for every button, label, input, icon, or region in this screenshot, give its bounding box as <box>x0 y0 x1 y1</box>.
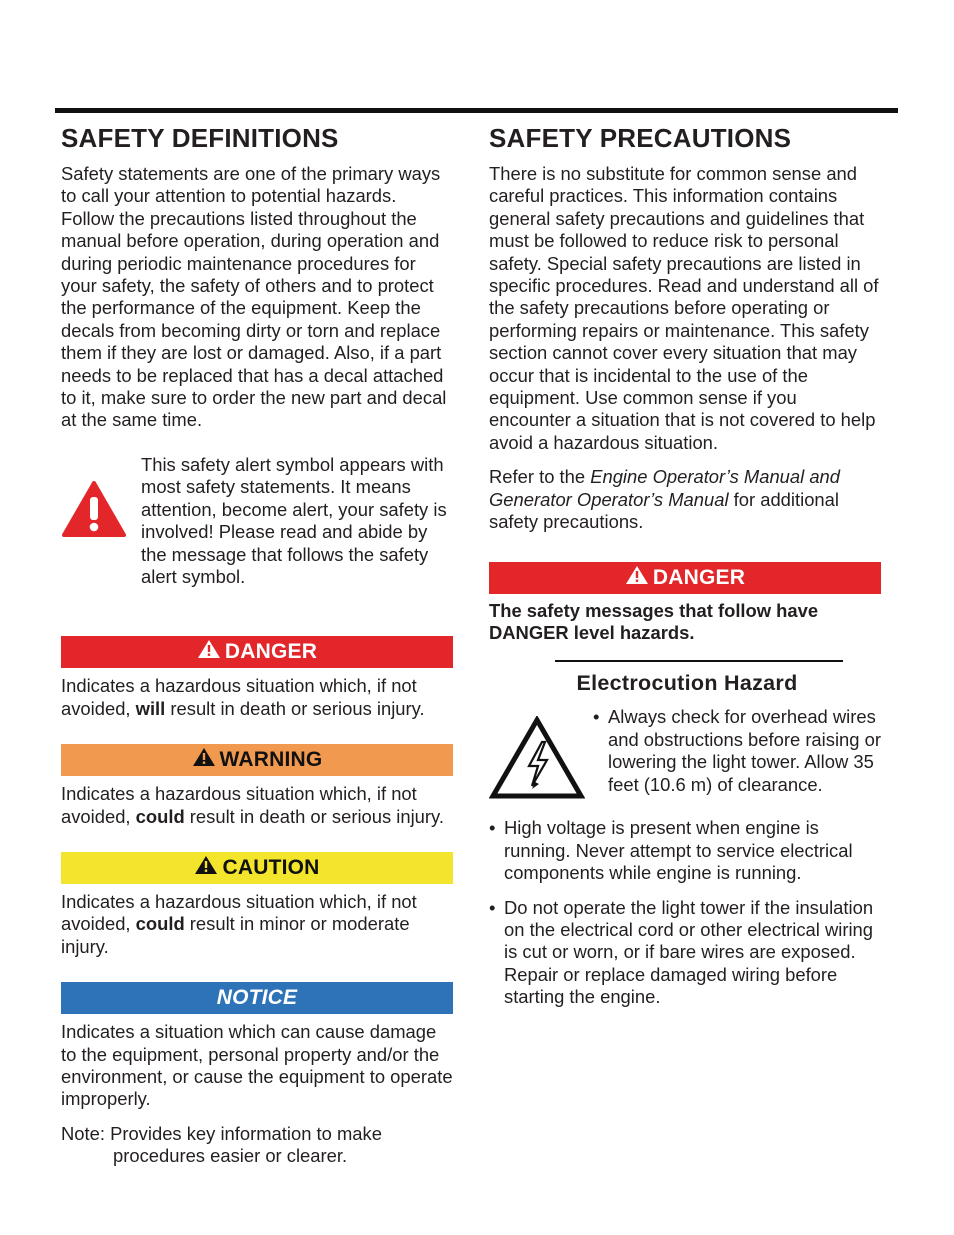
danger-description: Indicates a hazardous situation which, if not avoided, will result in death or serious injury. <box>61 675 425 719</box>
caution-definition <box>61 852 453 958</box>
warning-triangle-icon <box>197 639 221 665</box>
precautions-danger-label: DANGER <box>652 565 746 589</box>
caution-description: Indicates a hazardous situation which, if not avoided, could result in minor or moderate injury. <box>61 890 417 957</box>
list-item: • Always check for overhead wires and obstructions before raising or lowering the light tower. Allow 35 feet (10.6 m) of clearance. <box>593 706 881 796</box>
notice-label: NOTICE <box>216 986 298 1010</box>
warning-triangle-icon <box>625 565 649 591</box>
manual-reference: Refer to the Engine Operator’s Manual and Generator Operator’s Manual for additional safety precautions. <box>489 466 841 533</box>
warning-triangle-icon <box>192 747 216 773</box>
danger-label: DANGER <box>224 640 318 664</box>
safety-precautions-column <box>489 118 881 1009</box>
header-rule <box>55 108 898 113</box>
list-item: • Do not operate the light tower if the insulation on the electrical cord or other electrical wiring is cut or worn, or if bare wires are exposed. Repair or replace damaged wiring before starting the engine. <box>489 897 881 1009</box>
notice-banner <box>61 982 453 1014</box>
hazard-bullets <box>489 817 881 1008</box>
note-definition: Note: Provides key information to make procedures easier or clearer. <box>61 1122 382 1167</box>
warning-banner <box>61 744 453 776</box>
danger-level-message: The safety messages that follow have DANGER level hazards. <box>489 599 819 643</box>
notice-description: Indicates a situation which can cause damage to the equipment, personal property and/or the environment, or cause the equipment to operate improperly. <box>61 1021 453 1110</box>
electrical-shock-icon <box>489 706 593 805</box>
caution-label: CAUTION <box>222 855 320 879</box>
electrocution-hazard-title: Electrocution Hazard <box>576 671 798 696</box>
definitions-intro: Safety statements are one of the primary ways to call your attention to potential hazards. Follow the precautions listed throughout the manual before operation, during operation and during periodic maintenance procedures for your safety, the safety of others and to protect the performance of the equipment. Keep the decals from becoming dirty or torn and replace them if they are lost or damaged. Also, if a part needs to be replaced that has a decal attached to it, make sure to order the new part and decal at the same time. <box>61 163 447 431</box>
hazard-row <box>489 706 881 805</box>
hazard-bullets-inline <box>593 706 881 805</box>
hazard-divider <box>555 660 843 662</box>
safety-definitions-heading: SAFETY DEFINITIONS <box>61 123 339 153</box>
warning-label: WARNING <box>219 748 323 772</box>
warning-definition <box>61 744 453 828</box>
safety-alert-text: This safety alert symbol appears with most safety statements. It means attention, become alert, your safety is involved! Please read and abide by the message that follows the safety alert symbol. <box>141 453 447 587</box>
safety-alert-row <box>61 454 453 588</box>
warning-triangle-icon <box>194 855 218 881</box>
danger-definition <box>61 636 453 720</box>
caution-banner <box>61 852 453 884</box>
danger-banner <box>61 636 453 668</box>
warning-description: Indicates a hazardous situation which, if not avoided, could result in death or serious injury. <box>61 783 444 827</box>
notice-definition <box>61 982 453 1111</box>
precautions-danger-banner <box>489 562 881 594</box>
safety-precautions-heading: SAFETY PRECAUTIONS <box>489 123 792 153</box>
precautions-intro: There is no substitute for common sense and careful practices. This information contains general safety precautions and guidelines that must be followed to reduce risk to personal safety. Special safety precautions are listed in specific procedures. Read and understand all of the safety precautions before operating or performing repairs or maintenance. This safety section cannot cover every situation that may occur that is incidental to the use of the equipment. Use common sense if you encounter a situation that is not covered to help avoid a hazardous situation. <box>489 163 879 453</box>
safety-alert-icon <box>61 454 141 588</box>
list-item: • High voltage is present when engine is running. Never attempt to service electrical components while engine is running. <box>489 817 881 884</box>
safety-definitions-column <box>61 118 453 1168</box>
